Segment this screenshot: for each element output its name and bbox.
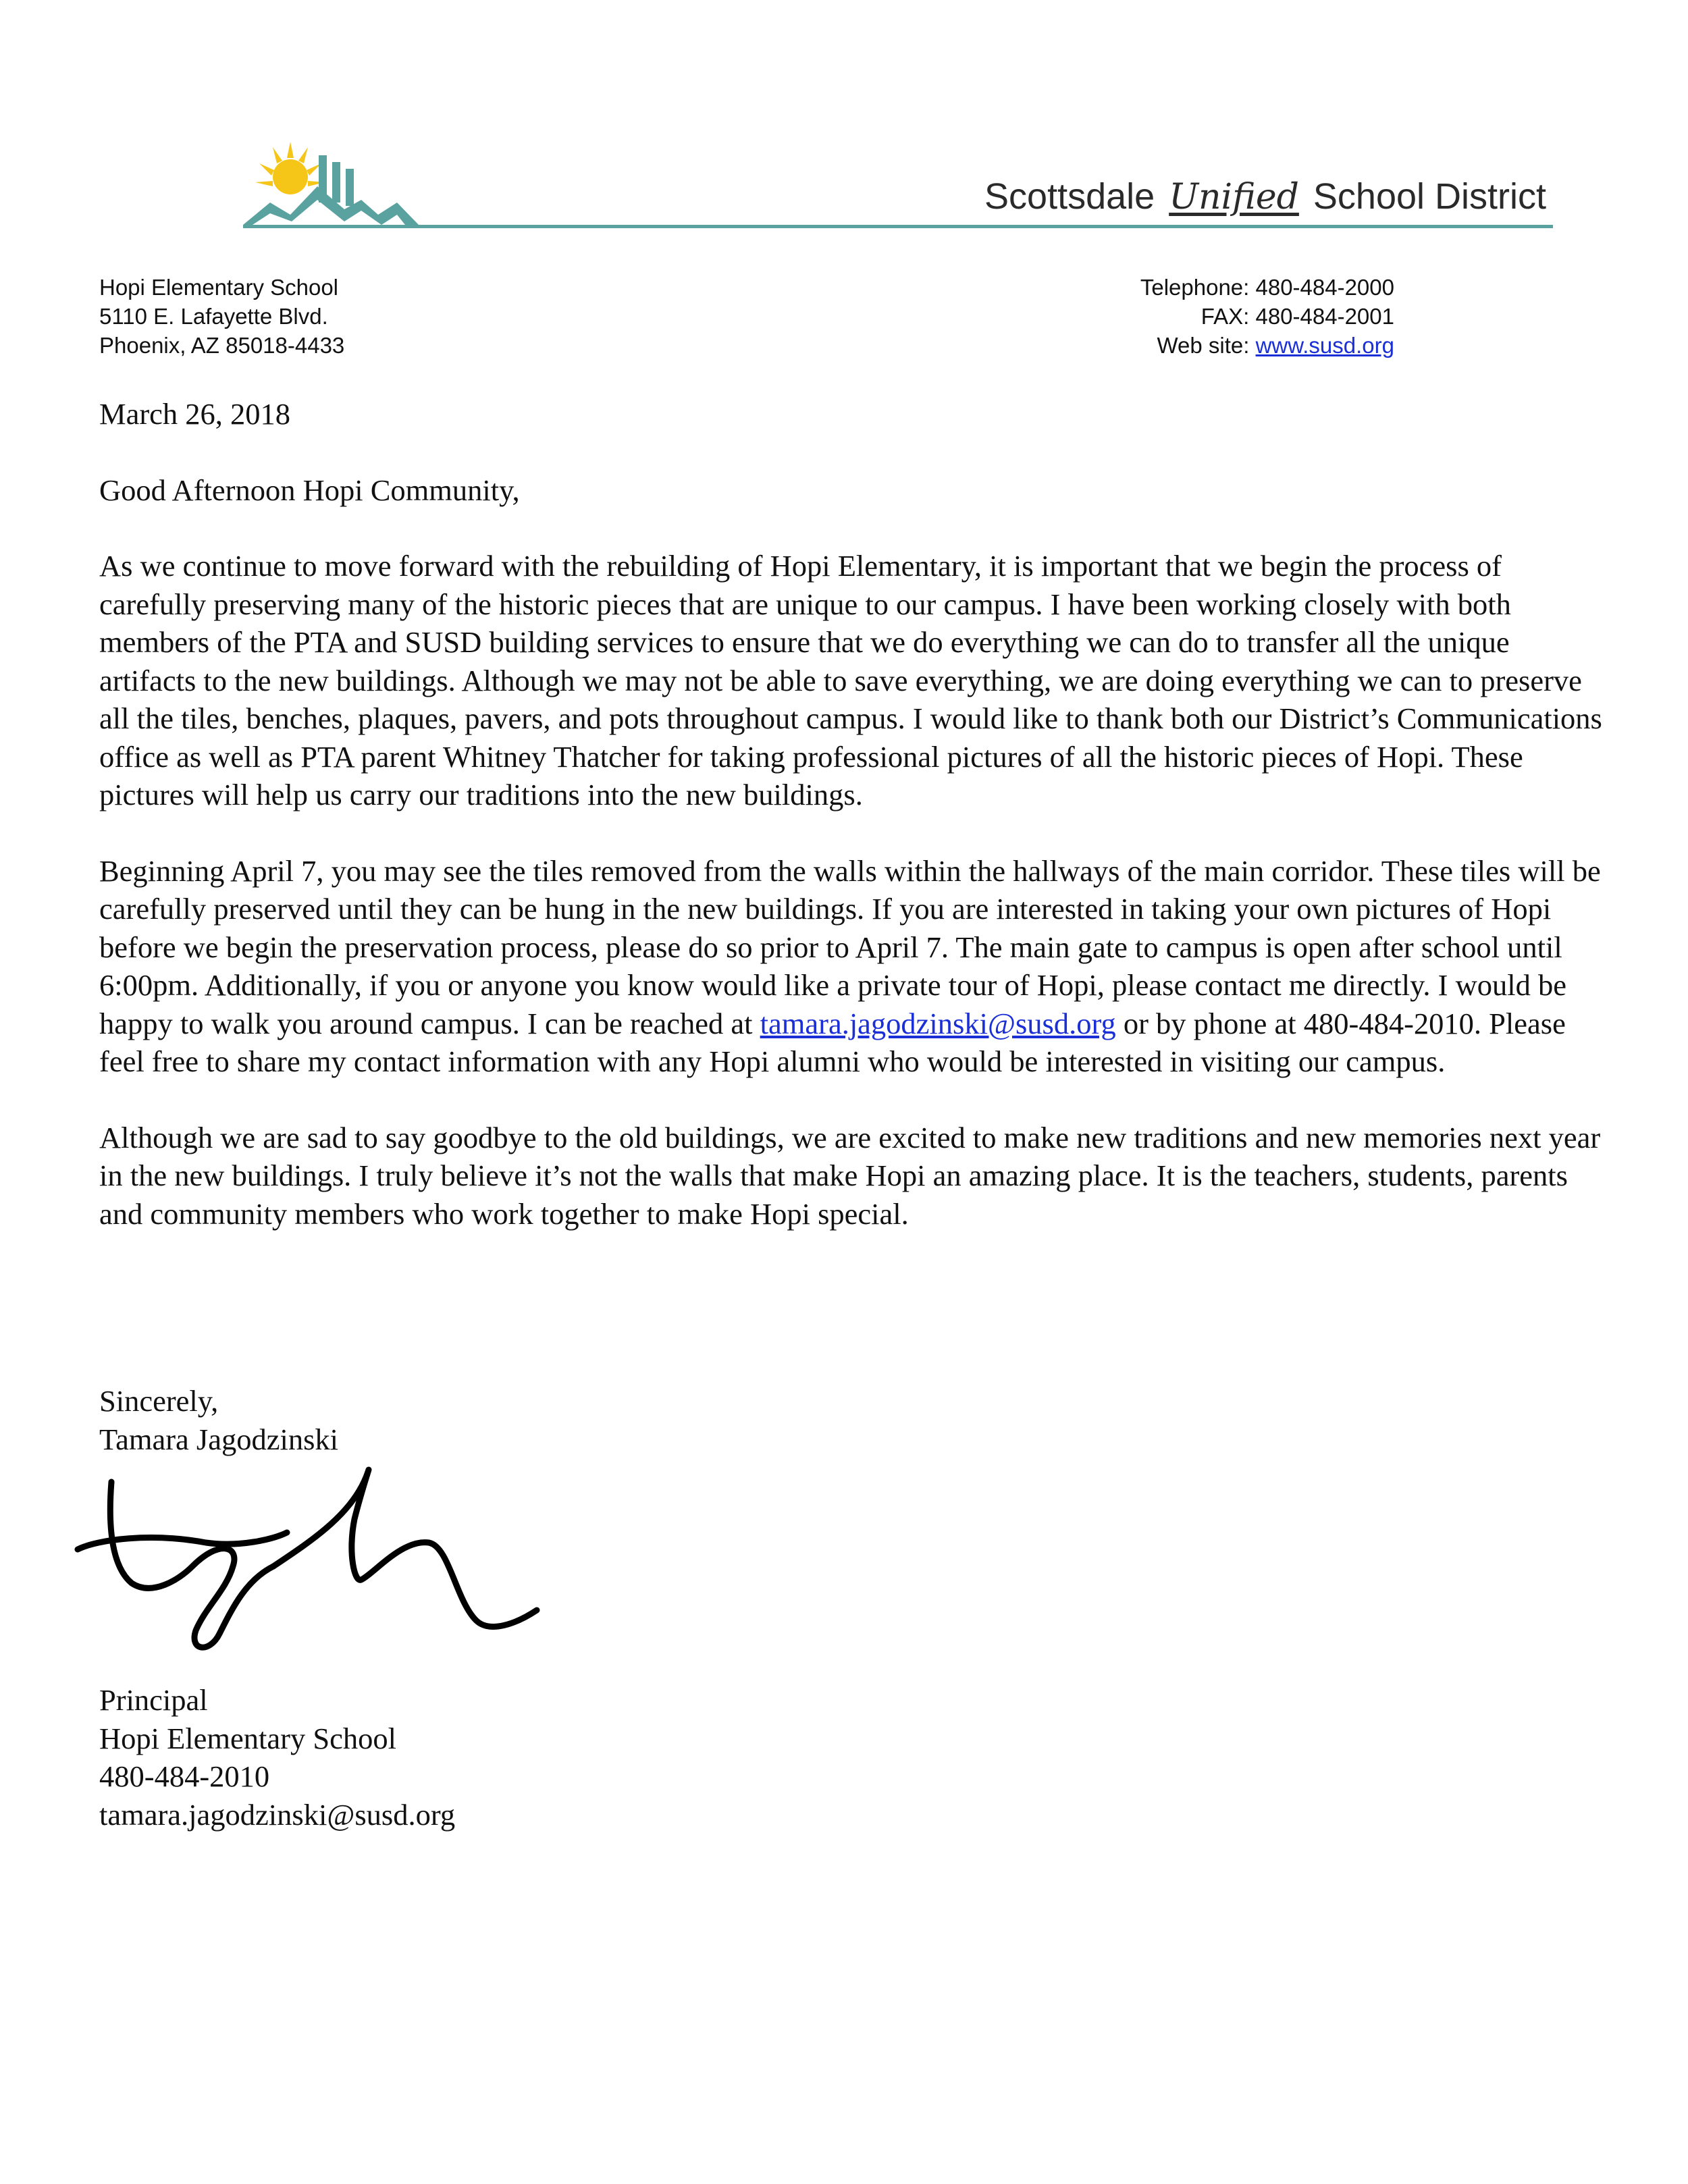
district-name (984, 176, 1546, 217)
letter-salutation: Good Afternoon Hopi Community, (99, 473, 520, 507)
signer-phone: 480-484-2010 (99, 1759, 270, 1793)
website-link[interactable]: www.susd.org (1255, 333, 1394, 358)
letter-paragraph-2 (99, 852, 1605, 1081)
letter-date: March 26, 2018 (99, 397, 291, 431)
contact-telephone: Telephone: 480-484-2000 (1140, 275, 1394, 300)
signature-icon (71, 1465, 557, 1688)
closing-valediction: Sincerely, (99, 1384, 219, 1418)
school-contact (1140, 273, 1394, 360)
address-city: Phoenix, AZ 85018-4433 (99, 333, 345, 358)
letter-body (99, 395, 1605, 1271)
letterhead (243, 135, 1566, 236)
letter-paragraph-1: As we continue to move forward with the rebuilding of Hopi Elementary, it is important that we begin the process of carefully preserving many of the historic pieces that are unique to our campus. I have been working closely with both members of the PTA and SUSD building services to ensure that we do everything we can do to transfer all the unique artifacts to the new buildings. Although we may not be able to save everything, we are doing everything we can to preserve all the tiles, benches, plaques, pavers, and pots throughout campus. I would like to thank both our District’s Communications office as well as PTA parent Whitney Thatcher for taking professional pictures of all the historic pieces of Hopi. These pictures will help us carry our traditions into the new buildings. (99, 549, 1602, 811)
email-link[interactable]: tamara.jagodzinski@susd.org (760, 1006, 1116, 1040)
signer-title: Principal (99, 1683, 208, 1717)
district-name-unified: Unified (1169, 177, 1299, 217)
address-school: Hopi Elementary School (99, 275, 339, 300)
address-street: 5110 E. Lafayette Blvd. (99, 304, 328, 329)
contact-fax: FAX: 480-484-2001 (1201, 304, 1394, 329)
school-address (99, 273, 344, 360)
signer-info (99, 1681, 455, 1834)
closing-name: Tamara Jagodzinski (99, 1422, 339, 1456)
district-logo-icon (243, 135, 432, 236)
website-label: Web site: (1157, 333, 1256, 358)
letter-paragraph-3: Although we are sad to say goodbye to the old buildings, we are excited to make new traditions and new memories next year in the new buildings. I truly believe it’s not the walls that make Hopi an amazing place. It is the teachers, students, parents and community members who work together to make Hopi special. (99, 1120, 1601, 1231)
sun-icon (255, 142, 325, 194)
signer-email: tamara.jagodzinski@susd.org (99, 1797, 456, 1832)
letterhead-divider (243, 225, 1553, 228)
district-name-suffix: School District (1313, 176, 1546, 217)
district-name-prefix: Scottsdale (984, 176, 1155, 217)
letter-closing (99, 1382, 338, 1458)
paragraph-2-start: Beginning April 7, you may see the tiles removed from the walls within the hallways of the main corridor. These tiles will be carefully preserved until they can be hung in the new buildings. If you are interested in taking your own pictures of Hopi before we begin the preservation process, please do so prior to April 7. The main gate to campus is open after school until 6:00pm. Additionally, if you or anyone you know would like a private tour of Hopi, please contact me directly. I would be happy to walk you around campus. I can be reached at (99, 853, 1601, 1040)
contact-website (1140, 331, 1394, 360)
paragraph-2-end: or by phone at 480-484-2010. Please feel free to share my contact information with any Hopi alumni who would be interested in visiting our campus. (99, 1006, 1566, 1078)
mountain-icon (243, 155, 419, 225)
signer-school: Hopi Elementary School (99, 1721, 396, 1755)
